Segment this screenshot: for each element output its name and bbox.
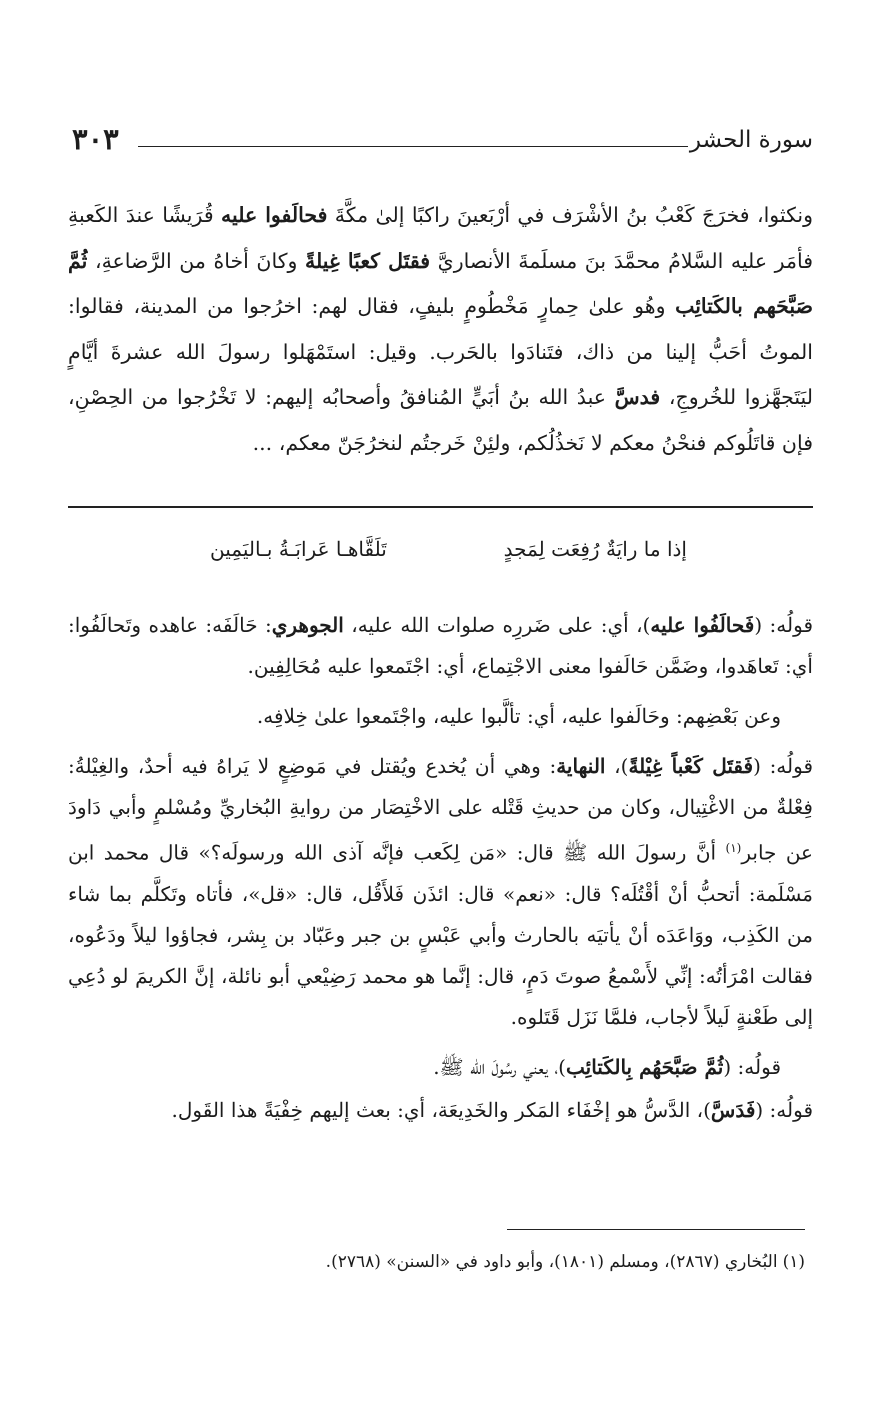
keyword-phrase: فدسَّ <box>614 385 661 409</box>
comment-text: )، <box>605 754 629 778</box>
footnote-text: البُخاري (٢٨٦٧)، ومسلم (١٨٠١)، وأبو داود في «السنن» (٢٧٦٨). <box>325 1252 778 1272</box>
main-text-segment: وكانَ أخاهُ من الرَّضاعةِ، <box>87 248 305 273</box>
quoted-phrase: فَقتَل كَعْباً غِيْلةً <box>628 754 754 778</box>
keyword-phrase: ثُمَّ صَبَّحَهم بالكَتائِب <box>68 248 813 318</box>
comment-text: )، يعني رسُولَ الله ﷺ. <box>433 1054 566 1079</box>
source-name: الجوهري <box>271 613 344 637</box>
main-text-block <box>68 193 813 466</box>
main-text-segment: وهُو علىٰ حِمارٍ مَخْطُومٍ بليفٍ، فقال لهم: اخرُجوا من المدينة، فقالوا: الموتُ أحَبُّ إلينا من ذاك، فتَنادَوا بالحَرب. وقيل: استَمْهَلوا رسولَ الله عشرةَ أيَّامٍ ليَتَجهَّزوا للخُروجِ، <box>68 294 813 409</box>
section-divider <box>68 506 813 508</box>
comment-text: )، الدَّسُّ هو إخْفَاء المَكر والخَدِيعَة، أي: بعث إليهم خِفْيَةً هذا القَول. <box>171 1097 711 1122</box>
quoted-phrase: فَحالَفُوا عليه <box>650 613 755 637</box>
commentary-block <box>68 605 813 1131</box>
footnote-reference[interactable]: (١) <box>725 841 742 855</box>
main-text-segment: قُرَيشًا عندَ الكَعبةِ فأمَر عليه السَّلامُ محمَّدَ بنَ مسلَمةَ الأنصاريَّ <box>68 203 813 273</box>
surah-title: سورة الحشر <box>689 127 813 153</box>
poetry-verse <box>150 537 735 577</box>
comment-lead: قولُه: ( <box>723 1054 781 1079</box>
commentary-paragraph <box>68 746 813 1038</box>
verse-first-hemistich: إذا ما رايَةٌ رُفِعَت لِمَجدٍ <box>503 537 687 561</box>
commentary-paragraph <box>68 605 813 687</box>
comment-text: )، أي: على ضَررِه صلوات الله عليه، <box>343 613 651 637</box>
main-text-segment: ونكثوا، فخرَجَ كَعْبُ بنُ الأشْرَف في أرْبَعينَ راكبًا إلىٰ مكَّةَ <box>327 203 814 227</box>
comment-text: أنَّ رسولَ الله ﷺ قال: «مَن لِكَعب فإنَّه آذى الله ورسولَه؟» قال محمد ابن مَسْلَمة: أتحبُّ أنْ أقْتُلَه؟ قال: «نعم» قال: ائذَن فَلأَقُل، قال: «قل»، فأتاه وتَكلَّم بما شاء من الكَذِب، ووَاعَدَه أنْ يأتيَه بالحارث وأبي عَبْسٍ بن جبر وعَبّاد بن بِشر، فجاؤوا ليلاً ودَعُوه، فقالت امْرَأتُه: إنِّي لأَسْمعُ صوتَ دَمٍ، قال: إنَّما هو محمد رَضِيْعي أبو نائلة، إنَّ الكريمَ لو دُعِي إلى طَعْنةٍ لَيلاً لأجاب، فلمَّا نَزَل قَتَلوه. <box>68 840 813 1029</box>
commentary-paragraph <box>68 1090 813 1131</box>
main-text-segment: عبدُ الله بنُ أبَيٍّ المُنافقُ وأصحابُه إليهم: لا تَخْرُجوا من الحِصْنِ، فإن قاتَلُوكم فنحْنُ معكم لا نَخذُلُكم، ولئِنْ خَرجتُم لنخرُجَنّ معكم، ... <box>68 385 813 455</box>
commentary-paragraph: وعن بَعْضِهم: وحَالَفوا عليه، أي: تألَّبوا عليه، واجْتَمعوا علىٰ خِلافِه. <box>256 704 781 728</box>
quoted-phrase: ثُمَّ صَبَّحَهُم بِالكَتائِب <box>565 1054 724 1079</box>
footnote-separator <box>507 1229 805 1230</box>
comment-text: : حَالَفَه: عاهده وتَحالَفُوا: أي: تَعاهَدوا، وضَمَّن حَالَفوا معنى الاجْتِماع، أي: اجْتَمعوا عليه مُحَالِفِين. <box>68 613 813 678</box>
comment-lead: قولُه: ( <box>754 613 813 637</box>
keyword-phrase: فقتَل كعبًا غِيلةً <box>304 248 431 273</box>
comment-text: : وهي أن يُخدع ويُقتل في مَوضِعٍ لا يَراهُ فيه أحدٌ، والغِيْلةُ: فِعْلةٌ من الاغْتِيال، وكان من حديثِ قَتْله على الاخْتِصَار من روايةِ البُخاريِّ ومُسْلمٍ وأبي دَاودَ عن جابر <box>68 754 813 865</box>
commentary-paragraph <box>68 1047 813 1088</box>
main-paragraph <box>68 193 813 466</box>
quoted-phrase: فَدَسَّ <box>710 1097 756 1122</box>
source-name: النهاية <box>556 754 606 778</box>
comment-lead: قولُه: ( <box>753 754 814 778</box>
footnote-number: (١) <box>782 1252 805 1272</box>
verse-second-hemistich: تَلَقَّاهـا عَرابَـةُ بـاليَمِين <box>210 537 387 561</box>
header-rule <box>138 146 688 147</box>
keyword-phrase: فحالَفوا عليه <box>221 203 328 227</box>
page-number: ٣٠٣ <box>72 122 119 156</box>
comment-lead: قولُه: ( <box>755 1097 813 1122</box>
footnote <box>326 1252 805 1272</box>
